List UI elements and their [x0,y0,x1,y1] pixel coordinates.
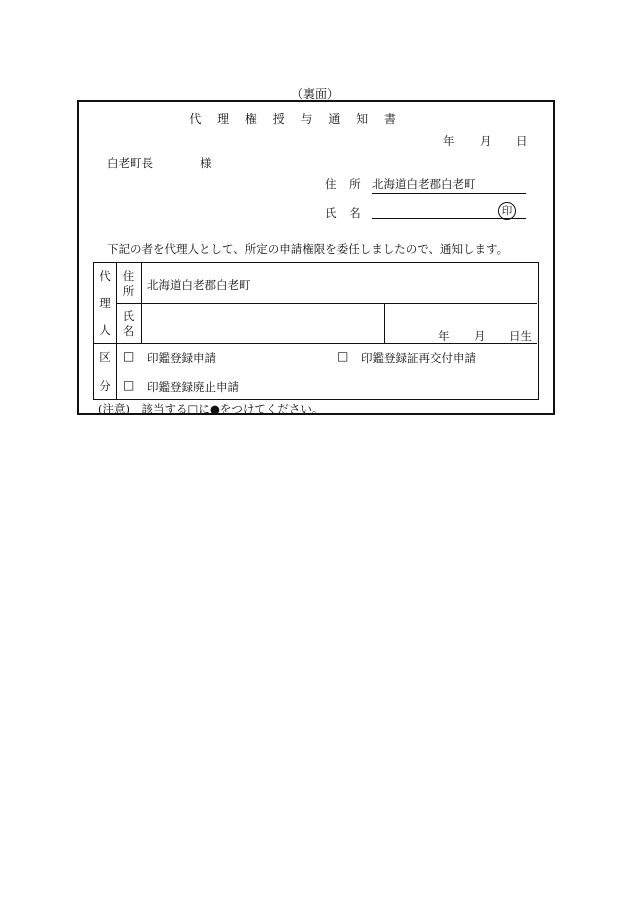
category-label-char: 分 [99,379,111,393]
date-year-label: 年 [443,134,455,148]
birth-year-label: 年 [438,329,450,343]
agent-name-label-char: 氏 [122,309,135,323]
agent-name-label-char: 名 [122,324,135,338]
birth-day-label: 日生 [509,329,532,343]
agent-group-label-char: 人 [99,323,111,337]
option-seal-abolition: 印鑑登録廃止申請 [147,380,239,394]
date-day-label: 日 [516,134,528,148]
table-divider [384,303,385,343]
checkbox-certificate-reissue[interactable]: □ [337,349,349,363]
birth-month-label: 月 [474,329,486,343]
addressee-name: 白老町長 [107,156,153,170]
addressee-honorific: 様 [200,156,212,170]
table-divider [116,343,117,399]
agent-name-field[interactable] [142,304,383,342]
category-label-char: 区 [99,350,111,364]
delegation-statement: 下記の者を代理人として、所定の申請権限を委任しましたので、通知します。 [107,242,509,256]
date-month-label: 月 [480,134,492,148]
seal-mark: 印 [498,202,516,220]
checkbox-seal-abolition[interactable]: □ [123,378,135,392]
checkbox-seal-registration[interactable]: □ [123,349,135,363]
agent-address-value[interactable]: 北海道白老郡白老町 [147,278,251,292]
principal-address-field[interactable]: 北海道白老郡白老町 [372,176,526,194]
table-divider [94,343,537,344]
principal-address-label: 住 所 [325,177,361,191]
form-title: 代 理 権 授 与 通 知 書 [189,112,402,126]
agent-group-label-char: 代 [99,269,111,283]
option-seal-registration: 印鑑登録申請 [147,351,216,365]
principal-name-label: 氏 名 [325,206,361,220]
agent-address-label-char: 住 [122,269,135,283]
page-side-label: （裏面） [290,87,339,101]
form-note: (注意) 該当する□に●をつけてください。 [98,402,324,416]
agent-group-label-char: 理 [99,296,111,310]
agent-address-label-char: 所 [122,284,135,298]
option-certificate-reissue: 印鑑登録証再交付申請 [361,351,476,365]
